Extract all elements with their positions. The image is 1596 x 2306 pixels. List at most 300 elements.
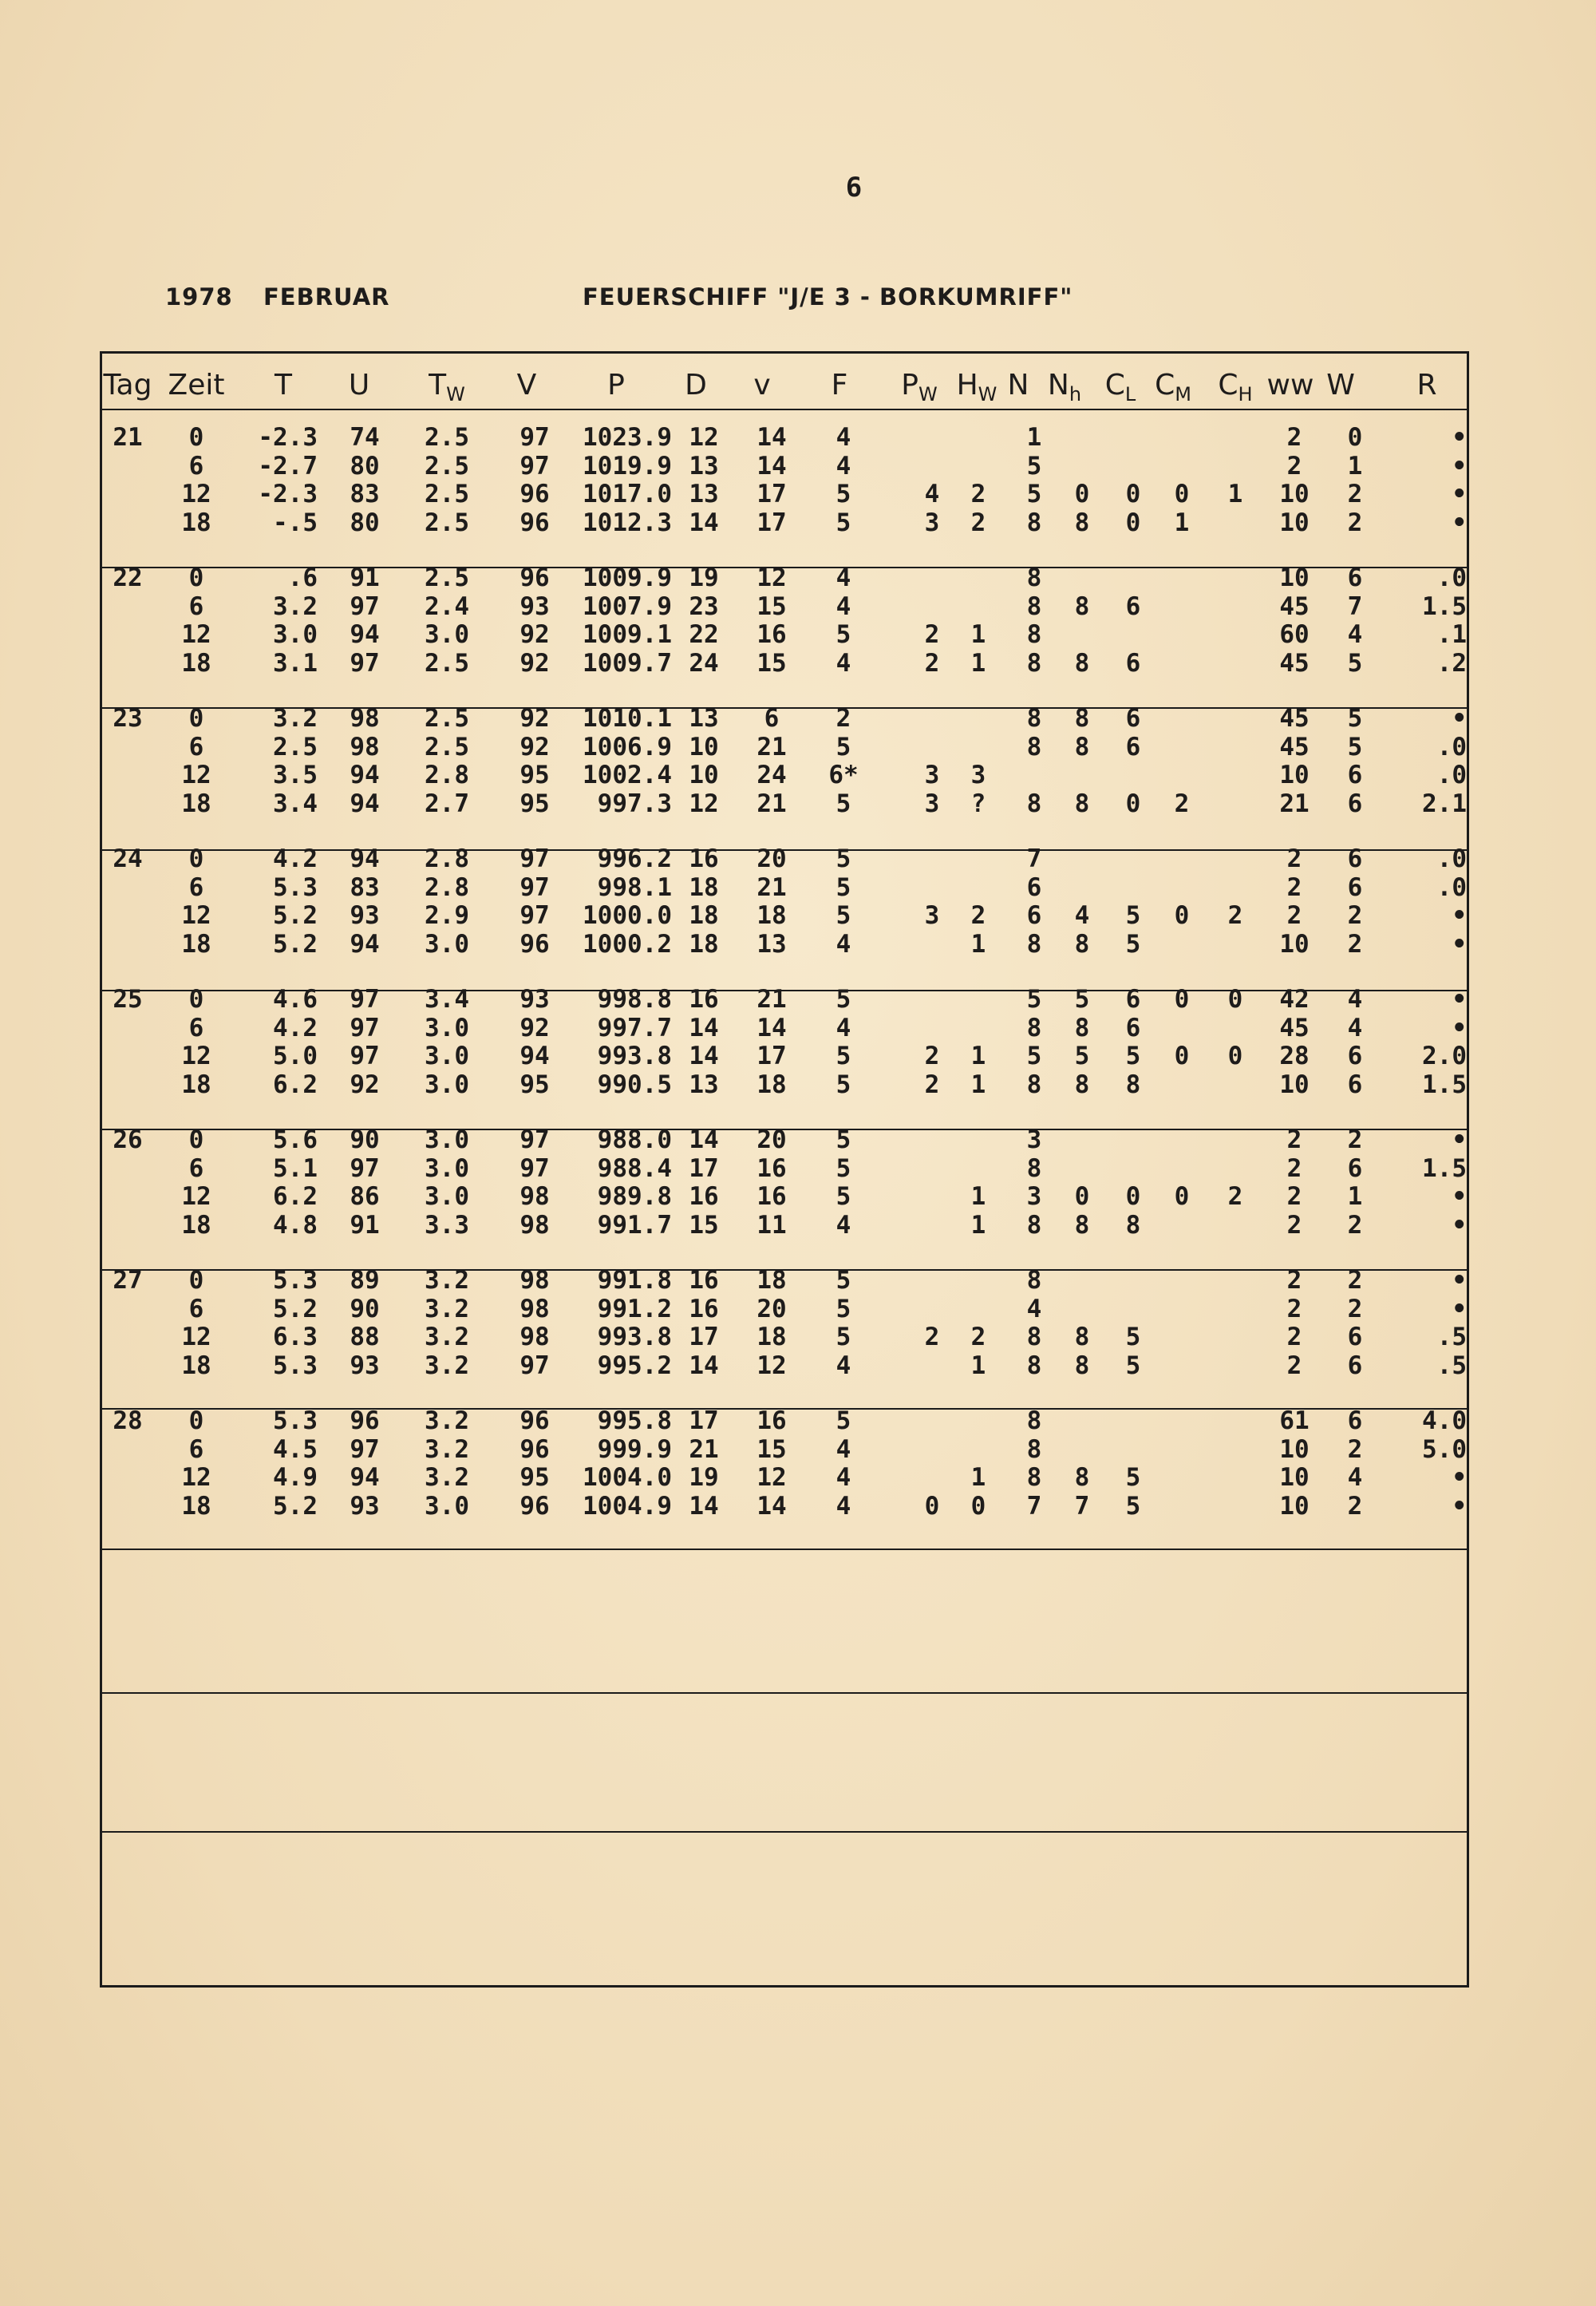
cell-t: 4.2	[273, 1013, 318, 1042]
cell-zeit: 6	[188, 1153, 204, 1183]
cell-cl: 6	[1125, 985, 1141, 1014]
day-label: 23	[113, 704, 143, 733]
cell-zeit: 12	[181, 480, 211, 508]
column-header-p	[607, 369, 625, 401]
cell-pw: 0	[924, 1491, 940, 1521]
cell-vv: 11	[757, 1210, 787, 1240]
cell-t: 5.3	[273, 1351, 318, 1380]
cell-v: 98	[519, 1182, 550, 1211]
column-header-u	[349, 369, 369, 401]
cell-n: 8	[1026, 1266, 1042, 1295]
header-year: 1978	[165, 283, 233, 310]
column-header-f	[832, 369, 848, 401]
cell-v: 96	[519, 1406, 550, 1435]
cell-w: 5	[1347, 704, 1363, 733]
cell-t: -2.3	[258, 480, 318, 508]
cell-cl: 8	[1125, 1210, 1141, 1240]
cell-p: 989.8	[597, 1182, 672, 1211]
cell-nh: 0	[1074, 1182, 1090, 1211]
cell-p: 995.8	[597, 1406, 672, 1435]
cell-zeit: 18	[181, 789, 211, 818]
cell-cm: 0	[1174, 1182, 1190, 1211]
cell-r: •	[1452, 1491, 1467, 1521]
cell-p: 998.1	[597, 872, 672, 902]
cell-w: 6	[1347, 872, 1363, 902]
cell-p: 991.2	[597, 1294, 672, 1323]
cell-zeit: 0	[188, 1125, 204, 1154]
column-header-label: Tag	[103, 369, 152, 401]
cell-p: 997.3	[597, 789, 672, 818]
cell-w: 4	[1347, 985, 1363, 1014]
cell-f: 2	[836, 704, 851, 733]
cell-w: 6	[1347, 844, 1363, 873]
cell-t: .6	[287, 564, 318, 592]
cell-d: 19	[689, 1463, 719, 1492]
column-header-subscript: W	[918, 383, 938, 406]
cell-pw: 2	[924, 1042, 940, 1070]
cell-t: 3.5	[273, 761, 318, 789]
cell-f: 5	[836, 789, 851, 818]
cell-v: 95	[519, 1463, 550, 1492]
cell-n: 8	[1026, 1210, 1042, 1240]
cell-u: 97	[350, 985, 380, 1014]
cell-w: 6	[1347, 1153, 1363, 1183]
cell-u: 89	[350, 1266, 380, 1295]
cell-v: 97	[519, 451, 550, 481]
column-header-label: W	[1326, 369, 1355, 401]
cell-f: 4	[836, 423, 851, 452]
cell-zeit: 0	[188, 1266, 204, 1295]
cell-v: 93	[519, 985, 550, 1014]
cell-t: 5.3	[273, 1406, 318, 1435]
cell-ww: 10	[1279, 508, 1310, 537]
cell-zeit: 0	[188, 1406, 204, 1435]
cell-f: 5	[836, 508, 851, 537]
cell-n: 3	[1026, 1125, 1042, 1154]
cell-nh: 8	[1074, 789, 1090, 818]
column-header-label: R	[1416, 369, 1437, 401]
cell-f: 4	[836, 591, 851, 621]
cell-v: 97	[519, 844, 550, 873]
cell-n: 8	[1026, 704, 1042, 733]
column-header-ww	[1267, 369, 1314, 401]
cell-zeit: 6	[188, 1294, 204, 1323]
header-rule	[100, 409, 1469, 410]
cell-u: 93	[350, 1491, 380, 1521]
cell-v: 97	[519, 423, 550, 452]
cell-vv: 16	[757, 620, 787, 649]
cell-f: 6*	[828, 761, 859, 789]
cell-tw: 3.0	[425, 1125, 469, 1154]
cell-u: 91	[350, 1210, 380, 1240]
page-number: 6	[845, 172, 863, 204]
cell-hw: 2	[970, 480, 986, 508]
cell-n: 3	[1026, 1182, 1042, 1211]
cell-n: 8	[1026, 508, 1042, 537]
header-month: FEBRUAR	[263, 283, 390, 310]
cell-n: 7	[1026, 844, 1042, 873]
column-header-subscript: H	[1238, 383, 1253, 406]
cell-ww: 2	[1286, 844, 1302, 873]
cell-cm: 0	[1174, 1042, 1190, 1070]
cell-f: 5	[836, 480, 851, 508]
cell-vv: 14	[757, 1491, 787, 1521]
cell-tw: 3.2	[425, 1434, 469, 1464]
cell-ww: 2	[1286, 1323, 1302, 1351]
cell-u: 97	[350, 1013, 380, 1042]
cell-v: 92	[519, 620, 550, 649]
cell-zeit: 18	[181, 929, 211, 959]
cell-v: 97	[519, 901, 550, 930]
column-header-tag	[104, 369, 152, 401]
cell-d: 22	[689, 620, 719, 649]
cell-r: .0	[1436, 761, 1467, 789]
cell-u: 94	[350, 761, 380, 789]
cell-vv: 15	[757, 1434, 787, 1464]
cell-r: •	[1452, 1294, 1467, 1323]
cell-p: 1010.1	[583, 704, 672, 733]
cell-f: 4	[836, 451, 851, 481]
cell-nh: 5	[1074, 1042, 1090, 1070]
cell-zeit: 0	[188, 564, 204, 592]
cell-w: 4	[1347, 1463, 1363, 1492]
cell-r: •	[1452, 704, 1467, 733]
cell-hw: ?	[970, 789, 986, 818]
cell-ww: 10	[1279, 1434, 1310, 1464]
cell-tw: 2.5	[425, 732, 469, 761]
cell-vv: 16	[757, 1406, 787, 1435]
cell-pw: 2	[924, 620, 940, 649]
cell-r: •	[1452, 451, 1467, 481]
cell-v: 97	[519, 1351, 550, 1380]
cell-cl: 6	[1125, 648, 1141, 678]
cell-f: 4	[836, 1013, 851, 1042]
cell-p: 988.4	[597, 1153, 672, 1183]
cell-hw: 2	[970, 1323, 986, 1351]
cell-cl: 5	[1125, 901, 1141, 930]
cell-u: 86	[350, 1182, 380, 1211]
cell-pw: 3	[924, 508, 940, 537]
cell-r: 5.0	[1422, 1434, 1467, 1464]
cell-pw: 2	[924, 1323, 940, 1351]
cell-tw: 3.2	[425, 1266, 469, 1295]
cell-p: 991.7	[597, 1210, 672, 1240]
column-header-n	[1008, 369, 1029, 401]
cell-t: 6.3	[273, 1323, 318, 1351]
cell-cl: 5	[1125, 1463, 1141, 1492]
cell-d: 18	[689, 901, 719, 930]
column-header-d	[685, 369, 707, 401]
cell-tw: 3.0	[425, 1013, 469, 1042]
cell-f: 5	[836, 872, 851, 902]
cell-f: 4	[836, 1463, 851, 1492]
cell-ww: 10	[1279, 1070, 1310, 1099]
cell-zeit: 0	[188, 985, 204, 1014]
column-header-nh	[1048, 369, 1081, 405]
cell-t: 3.1	[273, 648, 318, 678]
cell-cl: 0	[1125, 508, 1141, 537]
cell-f: 5	[836, 985, 851, 1014]
cell-d: 17	[689, 1153, 719, 1183]
day-label: 22	[113, 564, 143, 592]
cell-t: 5.2	[273, 929, 318, 959]
column-header-w	[1326, 369, 1355, 401]
cell-hw: 2	[970, 508, 986, 537]
cell-pw: 3	[924, 901, 940, 930]
column-header-ch	[1218, 369, 1252, 405]
cell-tw: 3.0	[425, 620, 469, 649]
cell-v: 96	[519, 1491, 550, 1521]
cell-r: .5	[1436, 1351, 1467, 1380]
cell-f: 4	[836, 1491, 851, 1521]
cell-tw: 2.4	[425, 591, 469, 621]
cell-n: 5	[1026, 451, 1042, 481]
cell-n: 8	[1026, 1013, 1042, 1042]
cell-tw: 2.8	[425, 872, 469, 902]
cell-n: 8	[1026, 1351, 1042, 1380]
cell-hw: 2	[970, 901, 986, 930]
cell-d: 14	[689, 1351, 719, 1380]
cell-tw: 3.0	[425, 1491, 469, 1521]
cell-t: 4.8	[273, 1210, 318, 1240]
cell-r: •	[1452, 480, 1467, 508]
cell-ww: 2	[1286, 1266, 1302, 1295]
cell-vv: 17	[757, 1042, 787, 1070]
cell-u: 94	[350, 1463, 380, 1492]
cell-ww: 2	[1286, 901, 1302, 930]
cell-hw: 1	[970, 1042, 986, 1070]
cell-u: 92	[350, 1070, 380, 1099]
cell-tw: 3.2	[425, 1351, 469, 1380]
cell-p: 998.8	[597, 985, 672, 1014]
cell-n: 8	[1026, 1323, 1042, 1351]
cell-w: 5	[1347, 648, 1363, 678]
column-header-label: P	[607, 369, 625, 401]
cell-t: 5.3	[273, 872, 318, 902]
cell-u: 94	[350, 844, 380, 873]
column-header-subscript: M	[1175, 383, 1191, 406]
cell-u: 97	[350, 1153, 380, 1183]
cell-v: 95	[519, 789, 550, 818]
cell-n: 8	[1026, 732, 1042, 761]
cell-t: 5.2	[273, 1294, 318, 1323]
cell-d: 16	[689, 1294, 719, 1323]
column-header-label: V	[516, 369, 537, 401]
cell-f: 4	[836, 648, 851, 678]
cell-t: 5.0	[273, 1042, 318, 1070]
column-header-label: U	[348, 369, 370, 401]
cell-ww: 42	[1279, 985, 1310, 1014]
cell-p: 1009.1	[583, 620, 672, 649]
cell-t: 3.2	[273, 591, 318, 621]
cell-zeit: 12	[181, 901, 211, 930]
cell-tw: 3.0	[425, 1070, 469, 1099]
cell-vv: 14	[757, 1013, 787, 1042]
cell-p: 991.8	[597, 1266, 672, 1295]
cell-r: .2	[1436, 648, 1467, 678]
cell-nh: 8	[1074, 591, 1090, 621]
day-label: 28	[113, 1406, 143, 1435]
cell-tw: 2.5	[425, 508, 469, 537]
cell-cl: 5	[1125, 1323, 1141, 1351]
cell-n: 8	[1026, 789, 1042, 818]
column-header-tw	[429, 369, 465, 405]
cell-u: 98	[350, 704, 380, 733]
cell-v: 92	[519, 648, 550, 678]
cell-u: 74	[350, 423, 380, 452]
cell-f: 4	[836, 564, 851, 592]
cell-w: 4	[1347, 1013, 1363, 1042]
cell-f: 5	[836, 1406, 851, 1435]
cell-nh: 8	[1074, 648, 1090, 678]
column-header-v	[517, 369, 537, 401]
cell-t: -2.3	[258, 423, 318, 452]
cell-ww: 21	[1279, 789, 1310, 818]
cell-p: 1000.0	[583, 901, 672, 930]
cell-u: 80	[350, 508, 380, 537]
cell-zeit: 12	[181, 1323, 211, 1351]
cell-n: 8	[1026, 1463, 1042, 1492]
cell-vv: 15	[757, 648, 787, 678]
cell-t: 2.5	[273, 732, 318, 761]
cell-f: 5	[836, 1153, 851, 1183]
cell-tw: 2.5	[425, 564, 469, 592]
cell-vv: 15	[757, 591, 787, 621]
cell-f: 4	[836, 1434, 851, 1464]
cell-w: 6	[1347, 1351, 1363, 1380]
cell-nh: 8	[1074, 929, 1090, 959]
cell-r: .0	[1436, 844, 1467, 873]
cell-p: 996.2	[597, 844, 672, 873]
cell-f: 5	[836, 1294, 851, 1323]
cell-u: 93	[350, 1351, 380, 1380]
cell-pw: 3	[924, 789, 940, 818]
cell-cl: 5	[1125, 1042, 1141, 1070]
cell-r: •	[1452, 1013, 1467, 1042]
cell-cl: 0	[1125, 480, 1141, 508]
cell-ww: 2	[1286, 1294, 1302, 1323]
cell-f: 5	[836, 901, 851, 930]
cell-ww: 61	[1279, 1406, 1310, 1435]
cell-cl: 6	[1125, 591, 1141, 621]
cell-p: 988.0	[597, 1125, 672, 1154]
cell-ww: 60	[1279, 620, 1310, 649]
cell-t: 4.2	[273, 844, 318, 873]
cell-zeit: 12	[181, 620, 211, 649]
cell-nh: 7	[1074, 1491, 1090, 1521]
cell-u: 94	[350, 789, 380, 818]
cell-t: 5.6	[273, 1125, 318, 1154]
cell-zeit: 0	[188, 704, 204, 733]
cell-d: 13	[689, 1070, 719, 1099]
cell-zeit: 18	[181, 1210, 211, 1240]
cell-n: 7	[1026, 1491, 1042, 1521]
cell-p: 1004.9	[583, 1491, 672, 1521]
cell-p: 990.5	[597, 1070, 672, 1099]
cell-p: 993.8	[597, 1042, 672, 1070]
cell-tw: 2.9	[425, 901, 469, 930]
cell-cl: 6	[1125, 732, 1141, 761]
cell-r: •	[1452, 985, 1467, 1014]
cell-ww: 45	[1279, 1013, 1310, 1042]
cell-p: 993.8	[597, 1323, 672, 1351]
cell-u: 98	[350, 732, 380, 761]
cell-vv: 20	[757, 844, 787, 873]
column-header-label: T	[275, 369, 292, 401]
cell-zeit: 0	[188, 844, 204, 873]
cell-cl: 0	[1125, 1182, 1141, 1211]
cell-hw: 1	[970, 1182, 986, 1211]
cell-ww: 28	[1279, 1042, 1310, 1070]
cell-d: 19	[689, 564, 719, 592]
column-header-label: N	[1007, 369, 1029, 401]
cell-v: 96	[519, 508, 550, 537]
cell-f: 4	[836, 1210, 851, 1240]
cell-n: 1	[1026, 423, 1042, 452]
cell-nh: 8	[1074, 704, 1090, 733]
cell-vv: 18	[757, 1323, 787, 1351]
cell-pw: 4	[924, 480, 940, 508]
cell-f: 4	[836, 1351, 851, 1380]
cell-hw: 1	[970, 620, 986, 649]
day-separator-line	[100, 1692, 1469, 1694]
cell-d: 16	[689, 985, 719, 1014]
column-header-label: D	[685, 369, 707, 401]
cell-zeit: 12	[181, 1042, 211, 1070]
cell-d: 23	[689, 591, 719, 621]
cell-ww: 2	[1286, 1210, 1302, 1240]
cell-cl: 8	[1125, 1070, 1141, 1099]
cell-d: 21	[689, 1434, 719, 1464]
cell-p: 1002.4	[583, 761, 672, 789]
cell-r: 4.0	[1422, 1406, 1467, 1435]
cell-d: 16	[689, 1182, 719, 1211]
cell-v: 96	[519, 1434, 550, 1464]
cell-cm: 0	[1174, 901, 1190, 930]
cell-w: 2	[1347, 1210, 1363, 1240]
day-separator-line	[100, 1831, 1469, 1833]
cell-d: 14	[689, 508, 719, 537]
cell-n: 8	[1026, 1070, 1042, 1099]
column-header-label: F	[831, 369, 848, 401]
cell-r: 1.5	[1422, 1153, 1467, 1183]
cell-v: 97	[519, 1125, 550, 1154]
cell-hw: 0	[970, 1491, 986, 1521]
cell-zeit: 6	[188, 591, 204, 621]
cell-cl: 5	[1125, 1491, 1141, 1521]
cell-p: 1019.9	[583, 451, 672, 481]
cell-d: 12	[689, 423, 719, 452]
cell-v: 96	[519, 929, 550, 959]
cell-u: 97	[350, 591, 380, 621]
cell-t: 4.5	[273, 1434, 318, 1464]
cell-zeit: 6	[188, 451, 204, 481]
cell-nh: 8	[1074, 732, 1090, 761]
cell-w: 5	[1347, 732, 1363, 761]
column-header-zeit	[168, 369, 225, 401]
cell-vv: 16	[757, 1153, 787, 1183]
cell-ww: 2	[1286, 1182, 1302, 1211]
cell-vv: 12	[757, 564, 787, 592]
cell-n: 6	[1026, 872, 1042, 902]
cell-tw: 3.3	[425, 1210, 469, 1240]
cell-t: 3.0	[273, 620, 318, 649]
day-separator-line	[100, 1549, 1469, 1550]
cell-p: 1000.2	[583, 929, 672, 959]
cell-vv: 21	[757, 872, 787, 902]
cell-w: 6	[1347, 761, 1363, 789]
cell-t: -.5	[273, 508, 318, 537]
